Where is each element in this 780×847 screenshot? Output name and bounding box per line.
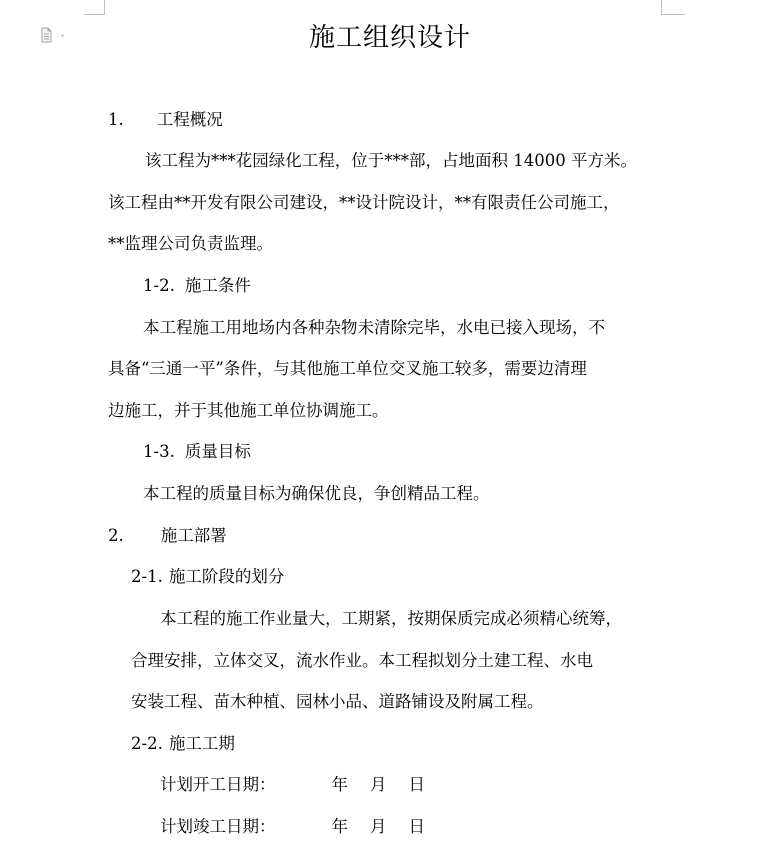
subsection-1-2-number: 1-2. (143, 276, 175, 295)
document-title: 施工组织设计 (308, 23, 471, 53)
subsection-1-3-number: 1-3. (143, 442, 175, 461)
start-month-unit: 月 (370, 775, 387, 794)
subsection-2-1-heading (131, 566, 284, 588)
subsection-2-2-heading (131, 733, 235, 755)
planned-end-label: 计划竣工日期： (160, 817, 276, 836)
section-1-number: 1. (108, 110, 124, 129)
subsection-2-1-line-2: 合理安排，立体交叉，流水作业。本工程拟划分土建工程、水电 (131, 651, 593, 670)
crop-mark-right-vertical (661, 0, 662, 14)
subsection-2-2-title: 施工工期 (168, 734, 235, 753)
subsection-2-1-line-3: 安装工程、苗木种植、园林小品、道路铺设及附属工程。 (131, 692, 544, 711)
section-2-title: 施工部署 (160, 526, 227, 545)
subsection-1-3-title: 质量目标 (184, 442, 251, 461)
start-day-unit: 日 (408, 775, 425, 794)
subsection-1-2-line-2: 具备“三通一平”条件，与其他施工单位交叉施工较多，需要边清理 (108, 359, 587, 378)
crop-mark-right-horizontal (661, 14, 685, 15)
section-1-paragraph-line-3: **监理公司负责监理。 (108, 234, 273, 253)
end-month-unit: 月 (370, 817, 387, 836)
subsection-2-2-number: 2-2. (131, 734, 163, 753)
subsection-1-2-line-1: 本工程施工用地场内各种杂物未清除完毕，水电已接入现场，不 (143, 318, 605, 337)
crop-mark-left-horizontal (84, 14, 105, 15)
planned-end-date-row (160, 816, 425, 838)
planned-start-label: 计划开工日期： (160, 775, 276, 794)
section-1-heading (108, 109, 223, 131)
section-1-paragraph-line-2: 该工程由**开发有限公司建设，**设计院设计，**有限责任公司施工， (108, 193, 620, 212)
subsection-1-3-paragraph: 本工程的质量目标为确保优良，争创精品工程。 (143, 484, 490, 503)
end-day-unit: 日 (408, 817, 425, 836)
subsection-1-2-heading (143, 275, 251, 297)
planned-start-date-row (160, 774, 425, 796)
subsection-1-3-heading (143, 441, 251, 463)
subsection-2-1-line-1: 本工程的施工作业量大，工期紧，按期保质完成必须精心统筹， (160, 609, 622, 628)
section-2-heading (108, 525, 227, 547)
subsection-2-1-title: 施工阶段的划分 (168, 567, 285, 586)
section-1-paragraph-line-1: 该工程为***花园绿化工程，位于***部，占地面积 14000 平方米。 (145, 151, 637, 170)
end-year-unit: 年 (331, 817, 348, 836)
crop-mark-left-vertical (104, 0, 105, 14)
start-year-unit: 年 (331, 775, 348, 794)
section-1-title: 工程概况 (156, 110, 223, 129)
subsection-2-1-number: 2-1. (131, 567, 163, 586)
subsection-1-2-line-3: 边施工，并于其他施工单位协调施工。 (108, 401, 389, 420)
subsection-1-2-title: 施工条件 (184, 276, 251, 295)
section-2-number: 2. (108, 526, 124, 545)
